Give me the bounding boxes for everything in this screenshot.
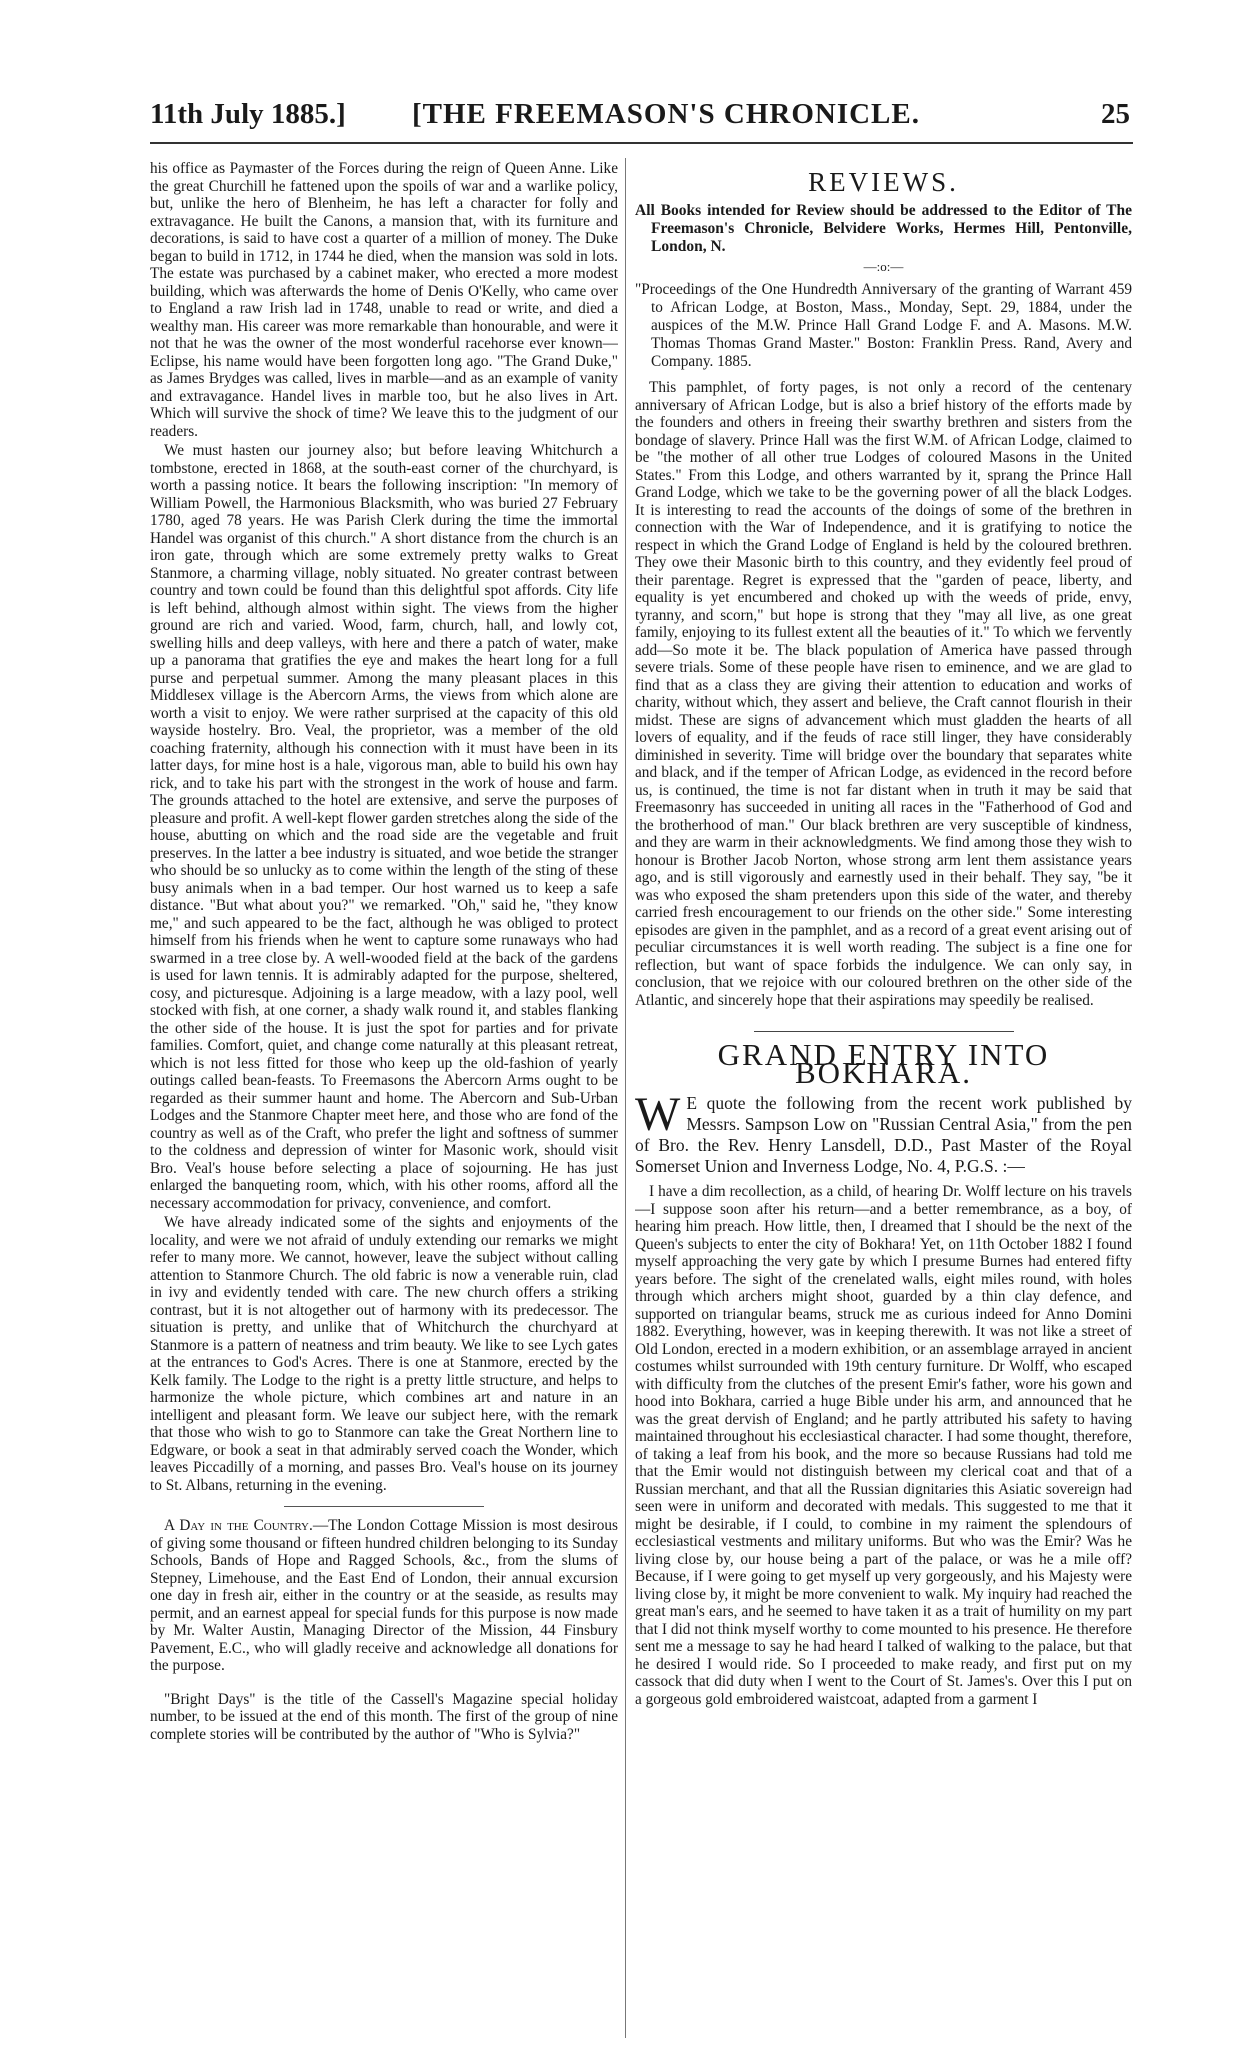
page-header	[150, 98, 1130, 138]
header-rule	[150, 142, 1133, 144]
column-rule	[284, 1506, 484, 1507]
bokhara-body: I have a dim recollection, as a child, of hearing Dr. Wolff lecture on his travels—I suppose soon after his return—and a better remembrance, as a boy, of hearing him preach. How little, then, I dreamed that I should be the next of the Queen's subjects to enter the city of Bokhara! Yet, on 11th October 1882 I found myself approaching the very gate by which I presume Burnes had entered fifty years before. The sight of the crenelated walls, eight miles round, with holes through which archers might shoot, guarded by a thin clay defence, and supported on triangular beams, struck me as curious indeed for Anno Domini 1882. Everything, however, was in keeping therewith. It was not like a street of Old London, erected in a modern exhibition, or an assemblage arrayed in ancient costumes whilst surrounded with 19th century furniture. Dr Wolff, who escaped with difficulty from the clutches of the present Emir's father, wore his gown and hood into Bokhara, carried a huge Bible under his arm, and announced that he was the great dervish of England; and he partly attributed his safety to having maintained throughout his ecclesiastical character. I had some thought, therefore, of taking a leaf from his book, and the more so because Russians had told me that the Emir would not distinguish between my clerical coat and that of a Russian merchant, and that all the Russian dignitaries this Asiatic sovereign had seen were in uniform and decorated with medals. This suggested to me that it might be desirable, if I could, to combine in my raiment the splendours of ecclesiastical vestments and military uniforms. But who was the Emir? Was he living close by, our house being a part of the palace, or was he a mile off? Because, if I were going to get myself up very gorgeously, and his Majesty were living close by, it might be more convenient to walk. My inquiry had reached the great man's ears, and he seemed to have taken it as a trait of humility on my part that I did not think myself worthy to come mounted to his presence. He therefore sent me a message to say he had heard I talked of walking to the palace, but that he desired I would ride. So I proceeded to make ready, and first put on my cassock that did duty when I went to the Court of St. James's. Over this I put on a gorgeous gold embroidered waistcoat, adapted from a garment I	[635, 1183, 1132, 1708]
bokhara-intro	[635, 1088, 1132, 1177]
drop-cap: W	[635, 1088, 681, 1141]
country-notice-body: —The London Cottage Mission is most desirous of giving some thousand or fifteen hundred children belonging to its Sunday Schools, Bands of Hope and Ragged Schools, &c., from the slums of Stepney, Limehouse, and the East End of London, their annual excursion one day in fresh air, either in the country or at the seaside, as results may permit, and an earnest appeal for special funds for this purpose is now made by Mr. Walter Austin, Managing Director of the Mission, 44 Finsbury Pavement, E.C., who will gladly receive and acknowledge all donations for the purpose.	[150, 1517, 618, 1674]
section-rule	[754, 1031, 1014, 1032]
country-notice	[150, 1517, 618, 1675]
spacer	[150, 1677, 618, 1691]
left-column	[150, 160, 618, 2040]
reviews-notice: All Books intended for Review should be addressed to the Editor of The Freemason's Chronicle, Belvidere Works, Hermes Hill, Pentonville, London, N.	[635, 201, 1132, 255]
article-paragraph: We have already indicated some of the sights and enjoyments of the locality, and were we not afraid of unduly extending our remarks we might refer to many more. We cannot, however, leave the subject without calling attention to Stanmore Church. The old fabric is now a venerable ruin, clad in ivy and evidently tended with care. The new church offers a striking contrast, but it is not altogether out of harmony with its predecessor. The situation is pretty, and unlike that of Whitchurch the churchyard at Stanmore is a pattern of neatness and trim beauty. We like to see Lych gates at the entrances to God's Acres. There is one at Stanmore, erected by the Kelk family. The Lodge to the right is a pretty little structure, and helps to harmonize the whole picture, which combines art and nature in an intelligent and pleasant form. We leave our subject here, with the remark that those who wish to go to Stanmore can take the Great Northern line to Edgware, or book a seat in that admirably served coach the Wonder, which leaves Piccadilly of a morning, and passes Bro. Veal's house on its journey to St. Albans, returning in the evening.	[150, 1214, 618, 1494]
article-paragraph: his office as Paymaster of the Forces during the reign of Queen Anne. Like the great Churchill he fattened upon the spoils of war and a warlike policy, but, unlike the hero of Blenheim, he has left a character for folly and extravagance. He built the Canons, a mansion that, with its furniture and decorations, is said to have cost a quarter of a million of money. The Duke began to build in 1712, in 1744 he died, when the mansion was sold in lots. The estate was purchased by a cabinet maker, who erected a more modest building, which was afterwards the home of Denis O'Kelly, who came over to England a raw Irish lad in 1748, unable to read or write, and died a wealthy man. His career was more remarkable than honourable, and were it not that he was the owner of the most wonderful racehorse ever known—Eclipse, his name would have been forgotten long ago. "The Grand Duke," as James Brydges was called, lives in marble—and as an example of vanity and extravagance. Handel lives in marble too, but he also lives in Art. Which will survive the shock of time? We leave this to the judgment of our readers.	[150, 160, 618, 440]
right-column	[635, 160, 1132, 2040]
bokhara-intro-text: E quote the following from the recent work published by Messrs. Sampson Low on "Russian Central Asia," from the pen of Bro. the Rev. Henry Lansdell, D.D., Past Master of the Royal Somerset Union and Inverness Lodge, No. 4, P.G.S. :—	[635, 1093, 1132, 1176]
column-divider	[625, 158, 626, 2038]
review-body: This pamphlet, of forty pages, is not only a record of the centenary anniversary of African Lodge, but is also a brief history of the efforts made by the founders and others in freeing their swarthy brethren and sisters from the bondage of slavery. Prince Hall was the first W.M. of African Lodge, claimed to be "the mother of all other true Lodges of coloured Masons in the United States." From this Lodge, and others warranted by it, sprang the Prince Hall Grand Lodge, which we take to be the governing power of all the black Lodges. It is interesting to read the accounts of the doings of some of the brethren in connection with the War of Independence, and it is gratifying to notice the respect in which the Grand Lodge of England is held by the coloured brethren. They owe their Masonic birth to this country, and they evidently feel proud of their parentage. Regret is expressed that the "garden of peace, liberty, and equality is yet encumbered and choked up with the weeds of pride, envy, tyranny, and scorn," but hope is strong that they "may all live, as one great family, enjoying to its fullest extent all the beauties of it." To which we fervently add—So mote it be. The black population of America have passed through severe trials. Some of these people have risen to eminence, and we are glad to find that as a class they are giving their attention to education and works of charity, without which, they assert and believe, the Craft cannot flourish in their midst. These are signs of advancement which must gladden the hearts of all lovers of equality, and if the feuds of race still linger, they have considerably diminished in severity. Time will bridge over the boundary that separates white and black, and if the temper of African Lodge, as evidenced in the record before us, is continued, the time is not far distant when in truth it may be said that Freemasonry has succeeded in uniting all races in the "Fatherhood of God and the brotherhood of man." Our black brethren are very susceptible of kindness, and they are warm in their acknowledgments. We find among those they wish to honour is Brother Jacob Norton, whose strong arm lent them assistance years ago, and is still vigorously and earnestly used in their behalf. They say, "be it was who exposed the sham pretenders upon this side of the water, and thereby carried fresh encouragement to our friends on the other side." Some interesting episodes are given in the pamphlet, and as a record of a great event arising out of peculiar circumstances it is well worth reading. The subject is a fine one for reflection, but want of space forbids the indulgence. We can only say, in conclusion, that we rejoice with our coloured brethren on the other side of the Atlantic, and sincerely hope that their aspirations may speedily be realised.	[635, 379, 1132, 1009]
bright-days-notice: "Bright Days" is the title of the Cassell's Magazine special holiday number, to be issued at the end of this month. The first of the group of nine complete stories will be contributed by the author of "Who is Sylvia?"	[150, 1690, 618, 1743]
country-notice-lead: A Day in the Country.	[164, 1517, 313, 1534]
reviews-heading: REVIEWS.	[808, 167, 959, 197]
page-number: 25	[1101, 98, 1130, 130]
review-entry: "Proceedings of the One Hundredth Anniversary of the granting of Warrant 459 to African Lodge, at Boston, Mass., Monday, Sept. 29, 1884, under the auspices of the M.W. Prince Hall Grand Lodge F. and A. Masons. M.W. Thomas Thomas Grand Master." Boston: Franklin Press. Rand, Avery and Company. 1885.	[635, 281, 1132, 370]
article-paragraph: We must hasten our journey also; but before leaving Whitchurch a tombstone, erected in 1868, at the south-east corner of the churchyard, is worth a passing notice. It bears the following inscription: "In memory of William Powell, the Harmonious Blacksmith, who was buried 27 February 1780, aged 78 years. He was Parish Clerk during the time the immortal Handel was organist of this church." A short distance from the church is an iron gate, through which are some extremely pretty walks to Great Stanmore, a charming village, nobly situated. No greater contrast between country and town could be found than this delightful spot affords. City life is left behind, although almost within sight. The views from the higher ground are rich and varied. Wood, farm, church, hall, and lowly cot, swelling hills and deep valleys, with here and there a patch of water, make up a panorama that gratifies the eye and makes the heart long for a full purse and perpetual summer. Among the many pleasant places in this Middlesex village is the Abercorn Arms, the views from which alone are worth a visit to enjoy. We were rather surprised at the capacity of this old wayside hostelry. Bro. Veal, the proprietor, was a member of the old coaching fraternity, although his connection with it must have been in its latter days, for mine host is a hale, vigorous man, able to build his own hay rick, and to take his part with the strongest in the work of house and farm. The grounds attached to the hotel are extensive, and serve the purposes of pleasure and profit. A well-kept flower garden stretches along the side of the house, abutting on which and the road side are the vegetable and fruit preserves. In the latter a bee industry is situated, and woe betide the stranger who should be so unlucky as to come within the length of the sting of these busy animals when in a bad temper. Our host warned us to keep a safe distance. "But what about you?" we remarked. "Oh," said he, "they know me," and such appeared to be the fact, although he was obliged to protect himself from his friends when he went to capture some runaways who had swarmed in a tree close by. A well-wooded field at the back of the gardens is used for lawn tennis. It is admirably adapted for the purpose, sheltered, cosy, and picturesque. Adjoining is a large meadow, with a lazy pool, well stocked with fish, at one corner, a shady walk round it, and stables flanking the other side of the house. It is just the spot for parties and for private families. Comfort, quiet, and change come naturally at this pleasant retreat, which is not less fitted for those who keep up the old-fashion of yearly outings called bean-feasts. To Freemasons the Abercorn Arms ought to be regarded as their summer haunt and home. The Abercorn and Sub-Urban Lodges and the Stanmore Chapter meet here, and those who are fond of the country as well as of the Craft, who prefer the light and softness of summer to the coldness and depression of winter for Masonic work, should visit Bro. Veal's house before selecting a place of sojourning. He has just enlarged the banqueting room, which, with his other rooms, afford all the necessary accommodation for privacy, convenience, and comfort.	[150, 442, 618, 1212]
bokhara-heading: GRAND ENTRY INTO BOKHARA.	[717, 1037, 1050, 1090]
separator: —:o:—	[863, 258, 904, 274]
header-date: 11th July 1885.]	[150, 98, 346, 130]
header-title: [THE FREEMASON'S CHRONICLE.	[412, 98, 920, 130]
